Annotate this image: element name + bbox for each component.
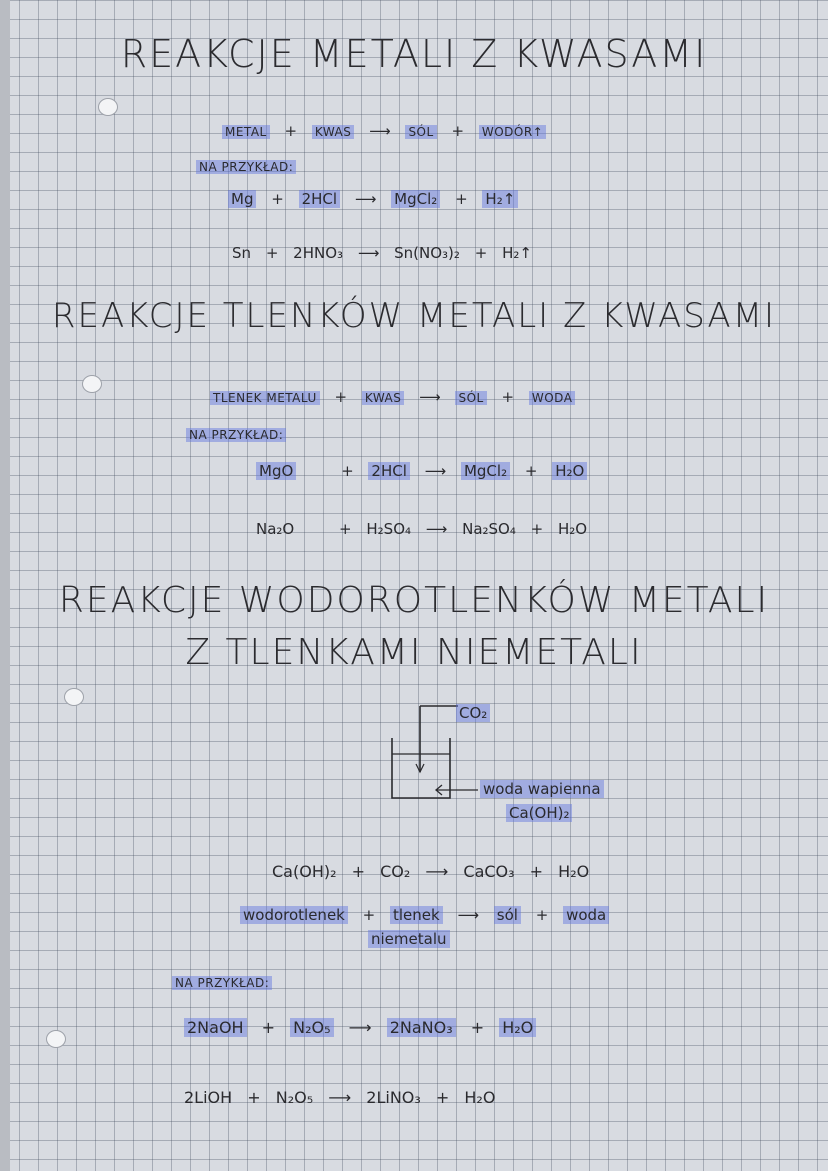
plus: + bbox=[435, 1088, 450, 1107]
example-equation bbox=[184, 1088, 505, 1107]
arrow: ⟶ bbox=[354, 190, 377, 208]
example-label-text: NA PRZYKŁAD: bbox=[196, 160, 296, 174]
plus: + bbox=[284, 122, 298, 140]
term: Mg bbox=[228, 190, 256, 208]
term: SÓL bbox=[455, 391, 486, 405]
term: H₂O bbox=[558, 862, 590, 881]
plus: + bbox=[535, 906, 549, 924]
plus: + bbox=[470, 1018, 485, 1037]
example-label-text: NA PRZYKŁAD: bbox=[172, 976, 272, 990]
general-equation-1 bbox=[222, 122, 556, 140]
section-title-oxides-acids: REAKCJE TLENKÓW METALI Z KWASAMI bbox=[51, 296, 777, 336]
pointer-arrow bbox=[432, 783, 482, 797]
example-equation bbox=[256, 520, 597, 538]
term: 2NaNO₃ bbox=[387, 1018, 456, 1037]
plus: + bbox=[247, 1088, 261, 1107]
plus: + bbox=[455, 190, 468, 208]
arrow: ⟶ bbox=[328, 1088, 352, 1107]
term: Ca(OH)₂ bbox=[272, 862, 337, 881]
arrow: ⟶ bbox=[425, 520, 448, 538]
term: Na₂SO₄ bbox=[462, 520, 516, 538]
binder-hole bbox=[98, 98, 118, 116]
plus: + bbox=[339, 520, 352, 538]
word-equation-continuation bbox=[368, 930, 450, 948]
plus: + bbox=[334, 388, 348, 406]
term: H₂O bbox=[499, 1018, 536, 1037]
term: WODA bbox=[529, 391, 576, 405]
example-label-text: NA PRZYKŁAD: bbox=[186, 428, 286, 442]
plus: + bbox=[451, 122, 465, 140]
term: H₂↑ bbox=[482, 190, 518, 208]
term: SÓL bbox=[405, 125, 436, 139]
plus: + bbox=[530, 520, 544, 538]
plus: + bbox=[341, 462, 354, 480]
binder-hole bbox=[46, 1030, 66, 1048]
lime-water-label: woda wapienna bbox=[480, 780, 604, 798]
example-equation bbox=[228, 190, 528, 208]
example-label bbox=[172, 976, 272, 990]
lime-water-equation bbox=[272, 862, 599, 881]
example-equation bbox=[256, 462, 597, 480]
term: MgCl₂ bbox=[461, 462, 510, 480]
term: CaCO₃ bbox=[463, 862, 515, 881]
arrow: ⟶ bbox=[425, 862, 449, 881]
term: TLENEK METALU bbox=[210, 391, 320, 405]
term: MgCl₂ bbox=[391, 190, 440, 208]
plus: + bbox=[501, 388, 515, 406]
arrow: ⟶ bbox=[424, 462, 447, 480]
arrow: ⟶ bbox=[419, 388, 441, 406]
section-title-metals-acids: REAKCJE METALI Z KWASAMI bbox=[120, 32, 708, 76]
arrow: ⟶ bbox=[357, 244, 380, 262]
term: Na₂O bbox=[256, 520, 295, 538]
term: N₂O₅ bbox=[275, 1088, 314, 1107]
term: Sn(NO₃)₂ bbox=[394, 244, 460, 262]
example-equation bbox=[184, 1018, 546, 1037]
water-formula bbox=[506, 804, 572, 822]
term: 2LiNO₃ bbox=[366, 1088, 421, 1107]
example-label bbox=[196, 160, 296, 174]
co2-label: CO₂ bbox=[456, 704, 490, 722]
lime-water-formula: Ca(OH)₂ bbox=[506, 804, 572, 822]
general-equation-2 bbox=[210, 388, 585, 406]
term: woda bbox=[563, 906, 609, 924]
term: niemetalu bbox=[368, 930, 450, 948]
plus: + bbox=[362, 906, 376, 924]
term: H₂↑ bbox=[502, 244, 532, 262]
term: Sn bbox=[232, 244, 252, 262]
arrow: ⟶ bbox=[369, 122, 391, 140]
example-equation bbox=[232, 244, 542, 262]
gas-label bbox=[456, 704, 490, 722]
arrow: ⟶ bbox=[348, 1018, 372, 1037]
word-equation bbox=[240, 906, 619, 924]
plus: + bbox=[524, 462, 538, 480]
term: KWAS bbox=[362, 391, 404, 405]
water-label bbox=[480, 780, 604, 798]
term: WODÓR↑ bbox=[479, 125, 546, 139]
plus: + bbox=[261, 1018, 276, 1037]
plus: + bbox=[529, 862, 544, 881]
plus: + bbox=[474, 244, 488, 262]
example-label bbox=[186, 428, 286, 442]
arrow: ⟶ bbox=[457, 906, 479, 924]
term: H₂O bbox=[464, 1088, 496, 1107]
term: 2HCl bbox=[299, 190, 340, 208]
term: KWAS bbox=[312, 125, 354, 139]
term: 2HCl bbox=[368, 462, 409, 480]
term: H₂SO₄ bbox=[366, 520, 412, 538]
binder-hole bbox=[82, 375, 102, 393]
term: CO₂ bbox=[380, 862, 411, 881]
term: H₂O bbox=[558, 520, 588, 538]
term: tlenek bbox=[390, 906, 443, 924]
term: 2HNO₃ bbox=[293, 244, 344, 262]
plus: + bbox=[271, 190, 284, 208]
binder-hole bbox=[64, 688, 84, 706]
term: MgO bbox=[256, 462, 296, 480]
term: 2NaOH bbox=[184, 1018, 247, 1037]
term: sól bbox=[494, 906, 521, 924]
term: wodorotlenek bbox=[240, 906, 348, 924]
term: H₂O bbox=[552, 462, 587, 480]
plus: + bbox=[351, 862, 365, 881]
section-title-hydroxides-line1: REAKCJE WODOROTLENKÓW METALI bbox=[58, 580, 770, 621]
term: 2LiOH bbox=[184, 1088, 233, 1107]
term: METAL bbox=[222, 125, 270, 139]
term: N₂O₅ bbox=[290, 1018, 333, 1037]
section-title-hydroxides-line2: Z TLENKAMI NIEMETALI bbox=[185, 632, 643, 673]
plus: + bbox=[265, 244, 279, 262]
